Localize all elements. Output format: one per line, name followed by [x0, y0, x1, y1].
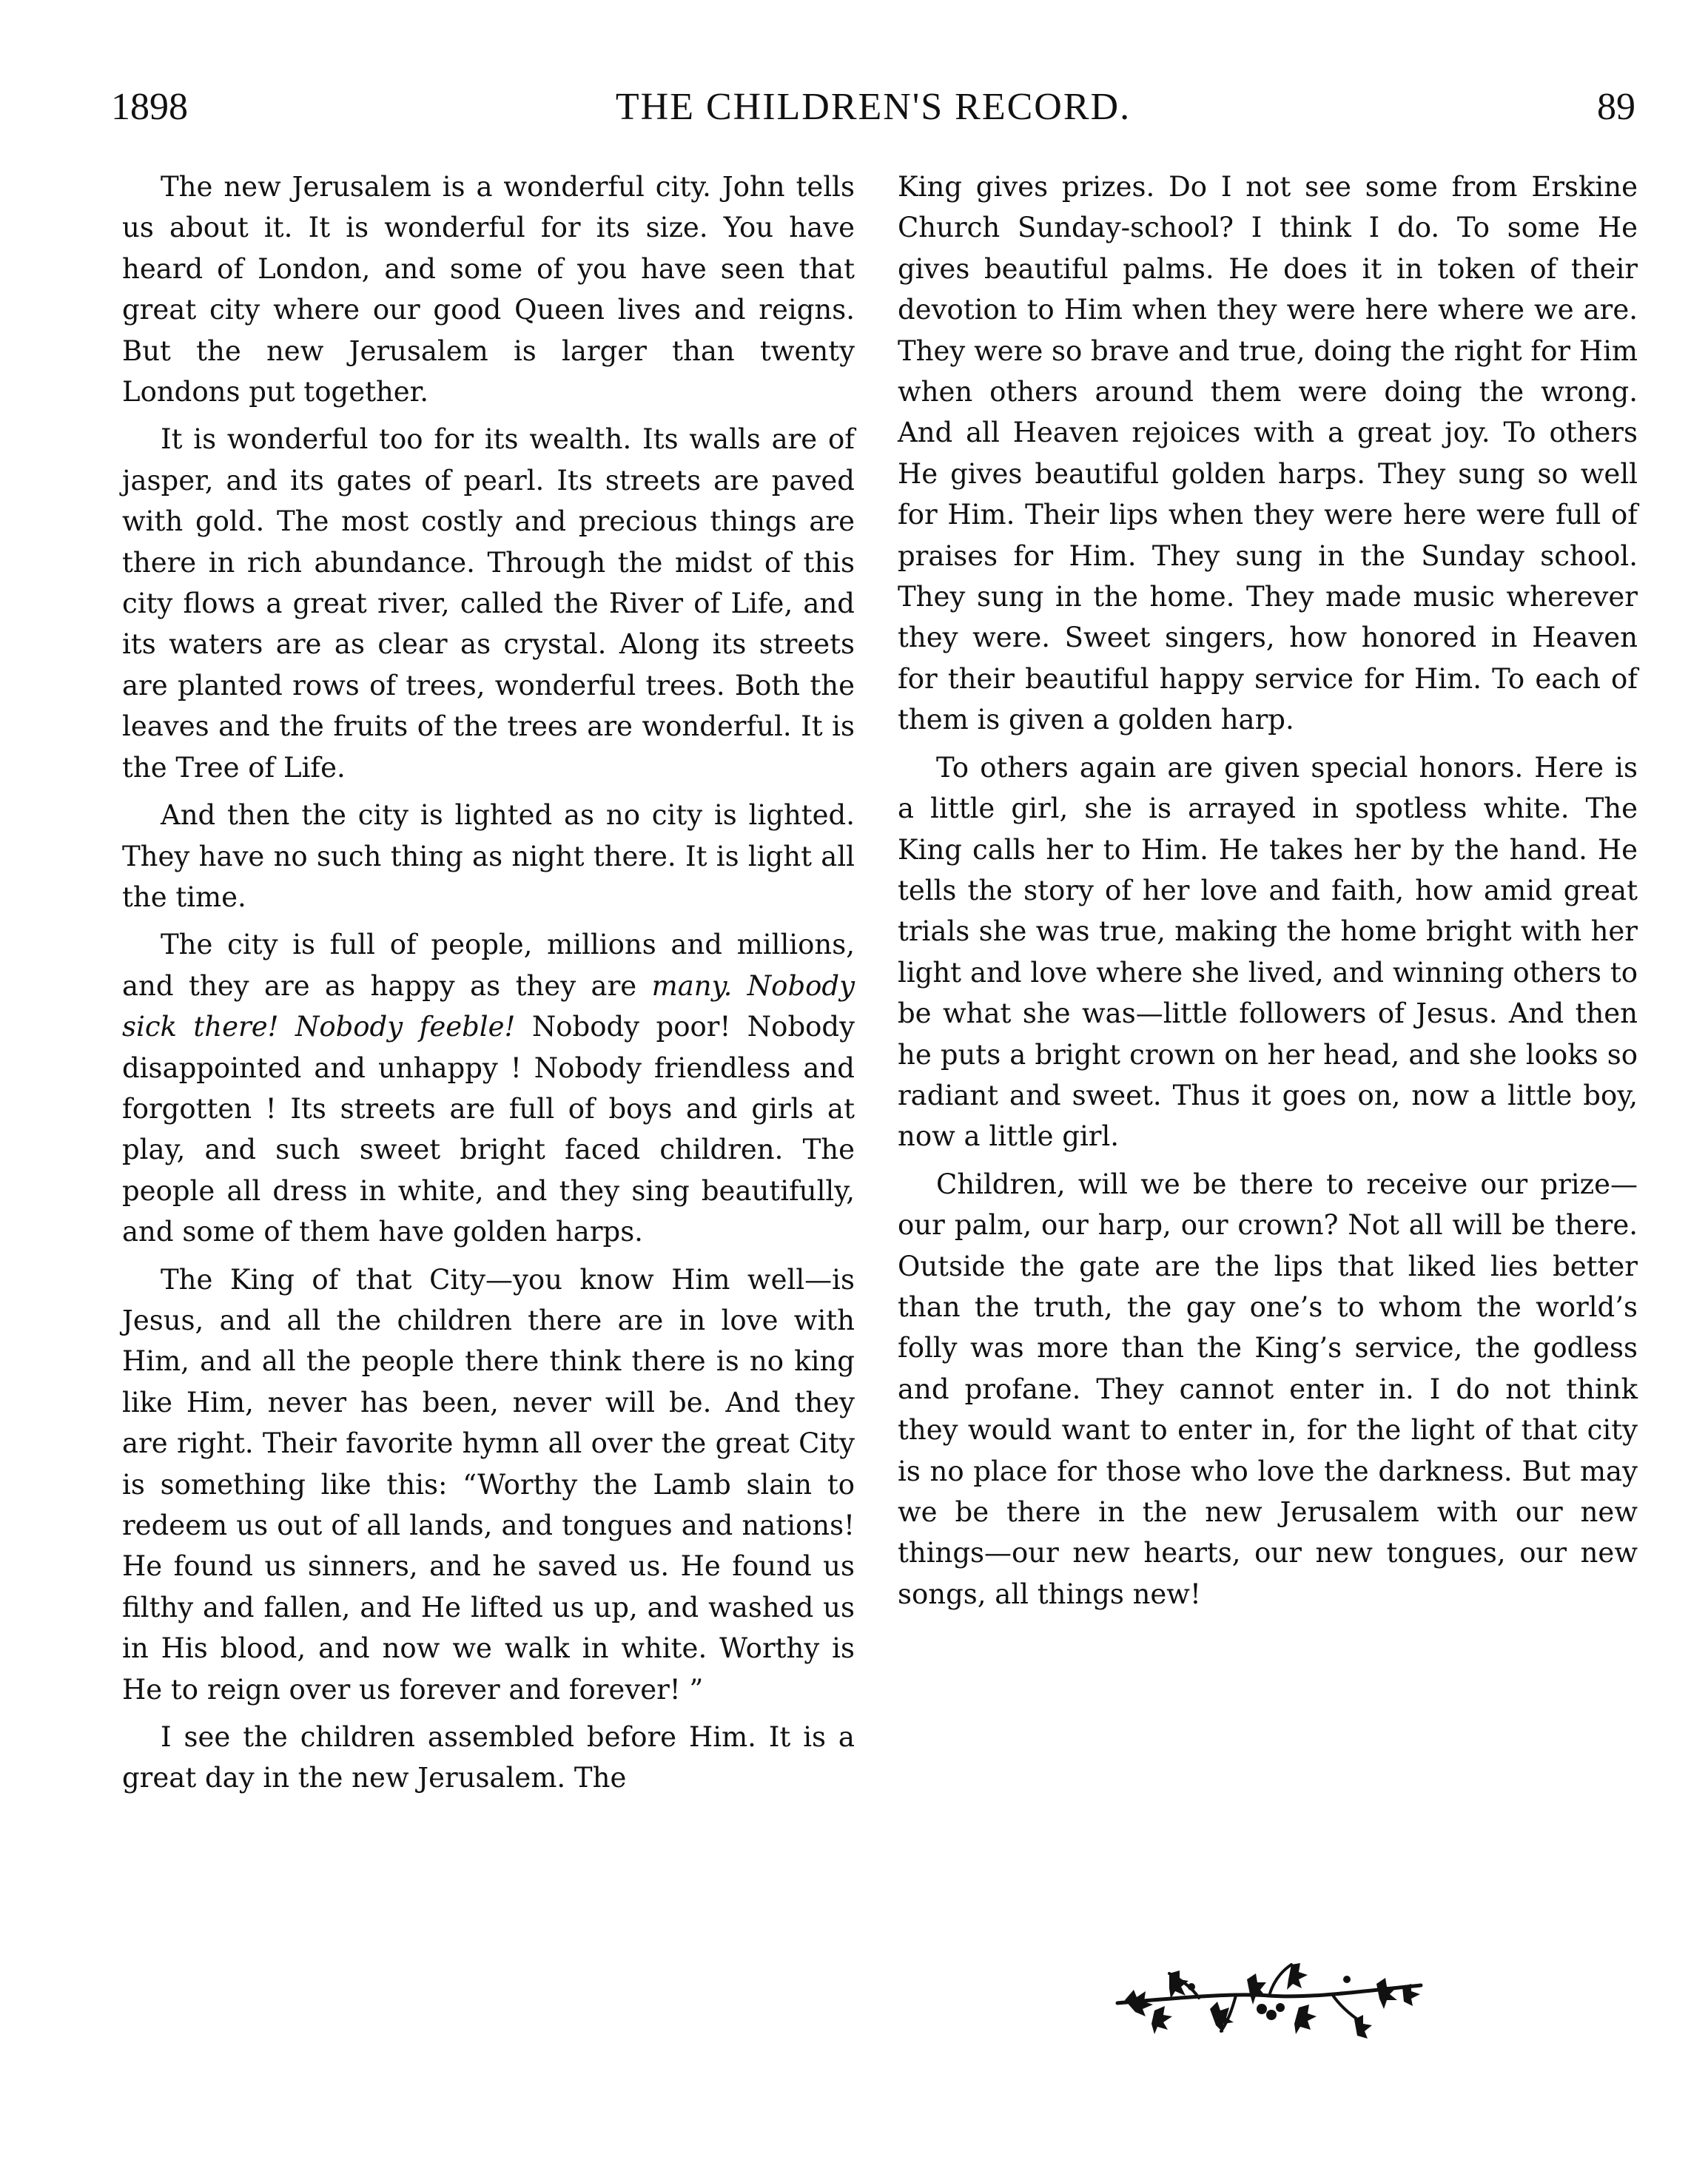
paragraph: The new Jerusalem is a wonderful city. John tells us about it. It is wonderful for its size. You have heard of London, and some of you have seen that great city where our good Queen lives and reigns. But the new Jerusalem is larger than twenty Londons put together. — [122, 171, 855, 408]
paragraph: King gives prizes. Do I not see some from Erskine Church Sunday-school? I think I do. To some He gives beautiful palms. He does it in token of their devotion to Him when they were here where we are. They were so brave and true, doing the right for Him when others around them were doing the wrong. And all Heaven rejoices with a great joy. To others He gives beautiful golden harps. They sung so well for Him. Their lips when they were here were full of praises for Him. They sung in the Sunday school. They sung in the home. They made music wherever they were. Sweet singers, how honored in Heaven for their beautiful happy service for Him. To each of them is given a golden harp. — [898, 171, 1638, 736]
running-header — [111, 78, 1635, 137]
header-year: 1898 — [111, 86, 188, 128]
paragraph-text: Nobody poor! Nobody disappointed and unhappy ! Nobody friendless and forgotten ! Its streets are full of boys and girls at play, and such sweet bright faced children. The people all dress in white, and they sing beautifully, and some of them have golden harps. — [122, 1011, 855, 1248]
paragraph: It is wonderful too for its wealth. Its walls are of jasper, and its gates of pearl. Its streets are paved with gold. The most costly and precious things are there in rich abundance. Through the midst of this city flows a great river, called the River of Life, and its waters are as clear as crystal. Along its streets are planted rows of trees, wonderful trees. Both the leaves and the fruits of the trees are wonderful. It is the Tree of Life. — [122, 423, 855, 784]
holly-sprig-ornament-icon — [1110, 1957, 1428, 2039]
paragraph: To others again are given special honors. Here is a little girl, she is arrayed in spotless white. The King calls her to Him. He takes her by the hand. He tells the story of her love and faith, how amid great trials she was true, making the home bright with her light and love where she lived, and winning others to be what she was—little followers of Jesus. And then he puts a bright crown on her head, and she looks so radiant and sweet. Thus it goes on, now a little boy, now a little girl. — [898, 751, 1638, 1153]
left-column — [122, 166, 855, 1806]
paragraph: The King of that City—you know Him well—is Jesus, and all the children there are in love with Him, and all the people there think there is no king like Him, never has been, never will be. And they are right. Their favorite hymn all over the great City is something like this: “Worthy the Lamb slain to redeem us out of all lands, and tongues and nations! He found us sinners, and he saved us. He found us filthy and fallen, and He lifted us up, and washed us in His blood, and now we walk in white. Worthy is He to reign over us forever and forever! ” — [122, 1263, 855, 1706]
paragraph — [122, 924, 855, 1252]
paragraph: Children, will we be there to receive our prize—our palm, our harp, our crown? Not all will be there. Outside the gate are the lips that liked lies better than the truth, the gay one’s to whom the world’s folly was more than the King’s service, the godless and profane. They cannot enter in. I do not think they would want to enter in, for the light of that city is no place for those who love the darkness. But may we be there in the new Jerusalem with our new things—our new hearts, our new tongues, our new songs, all things new! — [898, 1168, 1638, 1610]
right-column — [898, 166, 1638, 1621]
italic-text: many. Nobody sick there! Nobody feeble! — [122, 969, 855, 1043]
header-title: THE CHILDREN'S RECORD. — [615, 86, 1132, 128]
header-page-number: 89 — [1597, 86, 1635, 128]
paragraph: I see the children assembled before Him. It is a great day in the new Jerusalem. The — [122, 1721, 855, 1794]
paragraph-text: The city is full of people, millions and millions, and they are as happy as they are — [122, 929, 855, 1002]
paragraph: And then the city is lighted as no city is lighted. They have no such thing as night there. It is light all the time. — [122, 799, 855, 913]
